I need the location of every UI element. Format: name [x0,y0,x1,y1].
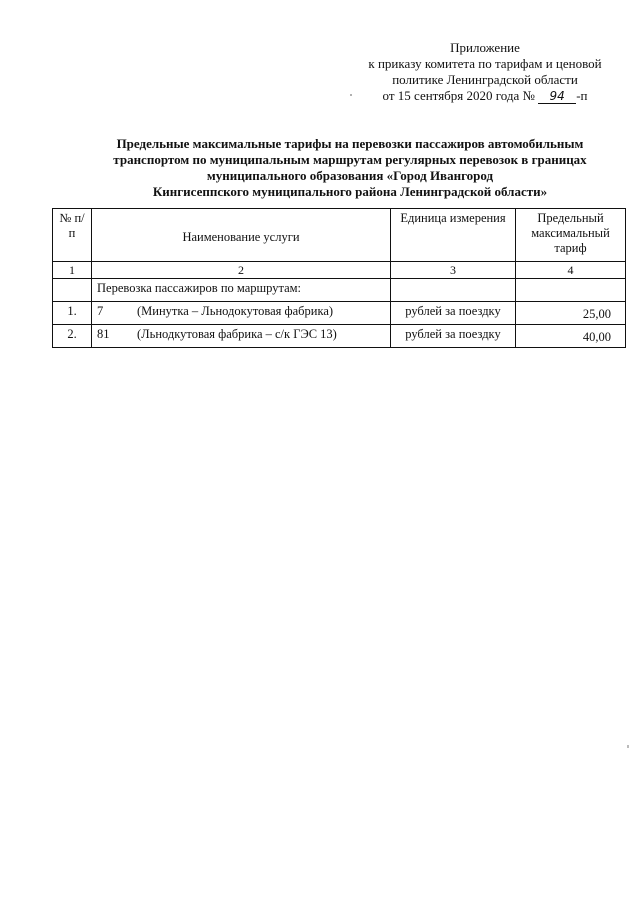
appendix-header [360,40,610,104]
tariff-table [52,208,626,348]
title-line-4: Кингисеппского муниципального района Ленинградской области» [152,184,548,199]
index-cell: 2 [92,262,391,279]
header-unit: Единица измерения [391,209,516,262]
table-row [53,325,626,348]
header-name: Наименование услуги [92,209,391,262]
index-cell: 3 [391,262,516,279]
appendix-label: Приложение [450,40,520,55]
title-line-2: транспортом по муниципальным маршрутам регулярных перевозок в границах [113,152,587,167]
order-suffix: -п [576,88,588,103]
group-label: Перевозка пассажиров по маршрутам: [92,279,391,302]
row-num: 2. [53,325,92,348]
route-number: 81 [97,327,110,341]
appendix-date-line [360,88,610,104]
row-num: 1. [53,302,92,325]
index-cell: 4 [516,262,626,279]
header-num: № п/п [53,209,92,262]
row-price: 25,00 [516,302,626,325]
row-service [92,325,391,348]
route-number: 7 [97,304,104,318]
row-unit: рублей за поездку [391,325,516,348]
table-header-row [53,209,626,262]
index-cell: 1 [53,262,92,279]
row-service [92,302,391,325]
table-index-row [53,262,626,279]
header-price: Предельный максимальный тариф [516,209,626,262]
scan-speck [350,94,352,96]
order-number: 94 [538,90,576,104]
title-line-1: Предельные максимальные тарифы на перевозки пассажиров автомобильным [116,136,584,151]
group-num-cell [53,279,92,302]
group-unit-cell [391,279,516,302]
appendix-order-ref: к приказу комитета по тарифам и ценовой [368,56,602,71]
route-name: (Льнодкутовая фабрика – с/к ГЭС 13) [137,327,337,341]
group-price-cell [516,279,626,302]
route-name: (Минутка – Льнодокутовая фабрика) [137,304,334,318]
row-price: 40,00 [516,325,626,348]
appendix-date: от 15 сентября 2020 года № [382,88,535,103]
title-line-3: муниципального образования «Город Ивангород [206,168,494,183]
table-row [53,302,626,325]
table-group-row [53,279,626,302]
scan-speck [627,745,629,748]
row-unit: рублей за поездку [391,302,516,325]
appendix-committee: политике Ленинградской области [392,72,578,87]
document-title [80,136,620,200]
